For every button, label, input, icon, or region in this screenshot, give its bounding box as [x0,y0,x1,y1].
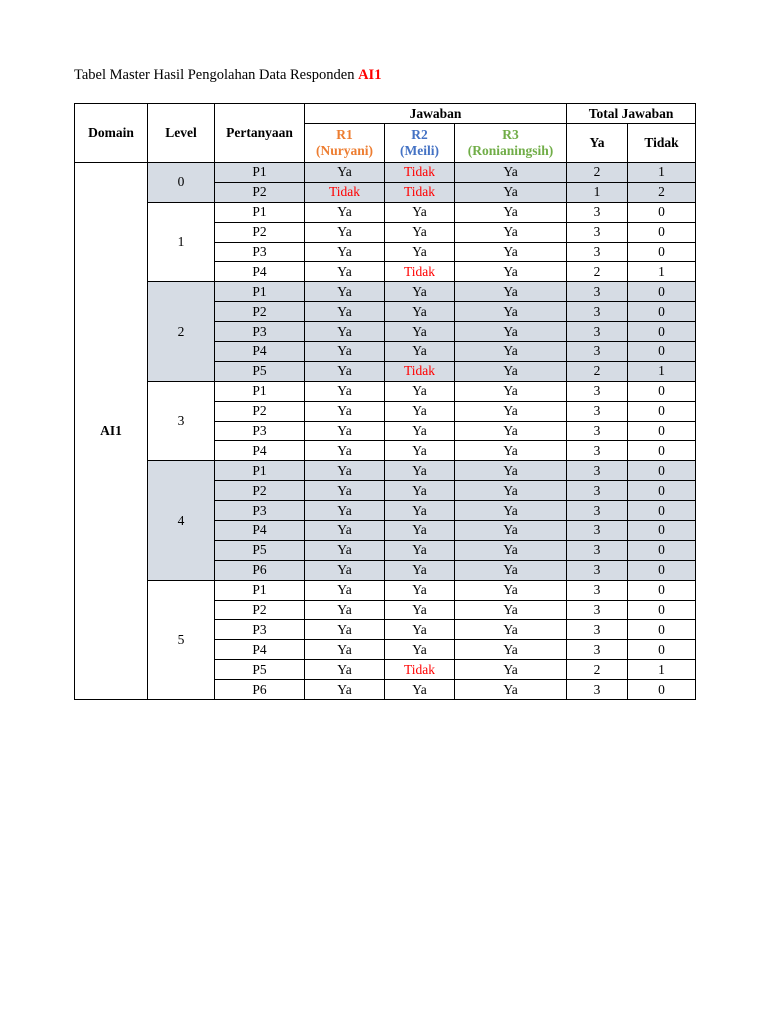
table-row [75,461,696,481]
answer-r2-cell: Ya [385,302,455,322]
answer-r3-cell: Ya [455,501,567,521]
answer-r3-cell: Ya [455,560,567,580]
answer-r2-cell: Ya [385,640,455,660]
question-cell: P5 [215,361,305,381]
total-no-cell: 0 [628,401,696,421]
answer-r2-cell: Ya [385,481,455,501]
answer-r1-cell: Ya [305,640,385,660]
question-cell: P2 [215,302,305,322]
total-no-cell: 0 [628,560,696,580]
answer-r3-cell: Ya [455,441,567,461]
answer-r1-cell: Ya [305,242,385,262]
answer-r1-cell: Ya [305,322,385,342]
total-no-cell: 1 [628,262,696,282]
total-no-cell: 0 [628,540,696,560]
answer-r2-cell: Ya [385,680,455,700]
answer-r2-cell: Tidak [385,660,455,680]
respondent-name: (Meili) [400,143,439,158]
question-cell: P4 [215,342,305,362]
answer-r3-cell: Ya [455,222,567,242]
answer-r3-cell: Ya [455,540,567,560]
total-no-cell: 0 [628,322,696,342]
answer-r2-cell: Ya [385,381,455,401]
answer-r2-cell: Ya [385,600,455,620]
respondent-name: (Ronianingsih) [467,143,554,158]
level-cell: 0 [148,163,215,203]
answer-r3-cell: Ya [455,401,567,421]
question-cell: P2 [215,600,305,620]
caption-domain-code: AI1 [358,67,382,83]
total-yes-cell: 2 [567,660,628,680]
answer-r2-cell: Ya [385,461,455,481]
header-respondent-r3 [455,124,567,163]
answer-r2-cell: Ya [385,501,455,521]
table-row [75,202,696,222]
total-yes-cell: 3 [567,521,628,541]
total-yes-cell: 3 [567,620,628,640]
question-cell: P3 [215,242,305,262]
answer-r2-cell: Ya [385,202,455,222]
total-yes-cell: 2 [567,361,628,381]
answer-r3-cell: Ya [455,620,567,640]
total-no-cell: 0 [628,342,696,362]
total-no-cell: 2 [628,182,696,202]
answer-r1-cell: Ya [305,501,385,521]
answer-r2-cell: Tidak [385,262,455,282]
table-row [75,163,696,183]
question-cell: P4 [215,441,305,461]
answer-r1-cell: Ya [305,660,385,680]
level-cell: 3 [148,381,215,461]
answer-r1-cell: Ya [305,441,385,461]
total-no-cell: 0 [628,242,696,262]
header-domain: Domain [75,104,148,163]
answer-r1-cell: Ya [305,282,385,302]
answer-r2-cell: Ya [385,342,455,362]
question-cell: P2 [215,481,305,501]
answer-r1-cell: Ya [305,202,385,222]
level-cell: 1 [148,202,215,282]
level-cell: 2 [148,282,215,381]
total-no-cell: 0 [628,620,696,640]
total-no-cell: 1 [628,163,696,183]
total-yes-cell: 3 [567,461,628,481]
answer-r3-cell: Ya [455,242,567,262]
question-cell: P1 [215,282,305,302]
question-cell: P4 [215,262,305,282]
answer-r3-cell: Ya [455,262,567,282]
table-row [75,381,696,401]
answer-r3-cell: Ya [455,361,567,381]
total-yes-cell: 3 [567,282,628,302]
question-cell: P6 [215,560,305,580]
answer-r3-cell: Ya [455,580,567,600]
answer-r3-cell: Ya [455,640,567,660]
total-yes-cell: 3 [567,640,628,660]
answer-r2-cell: Ya [385,540,455,560]
answer-r2-cell: Ya [385,421,455,441]
total-yes-cell: 3 [567,401,628,421]
total-yes-cell: 1 [567,182,628,202]
answer-r2-cell: Ya [385,560,455,580]
total-no-cell: 1 [628,660,696,680]
answer-r1-cell: Ya [305,262,385,282]
respondent-code: R3 [502,127,519,142]
answer-r3-cell: Ya [455,680,567,700]
total-yes-cell: 3 [567,242,628,262]
total-yes-cell: 3 [567,501,628,521]
total-no-cell: 0 [628,202,696,222]
header-respondent-r2 [385,124,455,163]
total-yes-cell: 3 [567,441,628,461]
answer-r1-cell: Ya [305,421,385,441]
question-cell: P2 [215,182,305,202]
total-yes-cell: 2 [567,262,628,282]
answer-r1-cell: Ya [305,381,385,401]
answer-r1-cell: Ya [305,401,385,421]
total-no-cell: 0 [628,600,696,620]
question-cell: P2 [215,401,305,421]
domain-cell: AI1 [75,163,148,700]
level-cell: 5 [148,580,215,699]
total-no-cell: 0 [628,302,696,322]
total-yes-cell: 3 [567,421,628,441]
answer-r1-cell: Ya [305,481,385,501]
answer-r3-cell: Ya [455,600,567,620]
question-cell: P2 [215,222,305,242]
header-answers-group: Jawaban [305,104,567,124]
answer-r2-cell: Ya [385,401,455,421]
answer-r3-cell: Ya [455,302,567,322]
answer-r3-cell: Ya [455,322,567,342]
respondent-code: R2 [411,127,428,142]
total-no-cell: 0 [628,222,696,242]
answer-r1-cell: Ya [305,560,385,580]
total-yes-cell: 3 [567,481,628,501]
total-no-cell: 0 [628,461,696,481]
caption-text: Tabel Master Hasil Pengolahan Data Responden [74,67,359,83]
answer-r1-cell: Ya [305,620,385,640]
total-yes-cell: 3 [567,560,628,580]
header-level: Level [148,104,215,163]
total-yes-cell: 3 [567,540,628,560]
answer-r1-cell: Ya [305,302,385,322]
question-cell: P5 [215,660,305,680]
total-no-cell: 0 [628,580,696,600]
answer-r2-cell: Ya [385,521,455,541]
question-cell: P3 [215,421,305,441]
question-cell: P4 [215,640,305,660]
table-body [75,163,696,700]
question-cell: P6 [215,680,305,700]
answer-r2-cell: Ya [385,322,455,342]
question-cell: P3 [215,620,305,640]
header-respondent-r1 [305,124,385,163]
question-cell: P3 [215,322,305,342]
total-yes-cell: 3 [567,600,628,620]
total-no-cell: 0 [628,521,696,541]
answer-r2-cell: Ya [385,441,455,461]
header-total-no: Tidak [628,124,696,163]
answer-r3-cell: Ya [455,521,567,541]
total-yes-cell: 3 [567,342,628,362]
total-yes-cell: 2 [567,163,628,183]
total-yes-cell: 3 [567,680,628,700]
total-yes-cell: 3 [567,222,628,242]
answer-r1-cell: Ya [305,461,385,481]
question-cell: P3 [215,501,305,521]
table-caption [74,67,381,84]
total-no-cell: 0 [628,680,696,700]
answer-r3-cell: Ya [455,461,567,481]
total-no-cell: 0 [628,501,696,521]
header-question: Pertanyaan [215,104,305,163]
respondent-code: R1 [336,127,353,142]
answer-r2-cell: Ya [385,620,455,640]
total-no-cell: 0 [628,282,696,302]
total-yes-cell: 3 [567,322,628,342]
question-cell: P1 [215,580,305,600]
answer-r3-cell: Ya [455,381,567,401]
answer-r2-cell: Tidak [385,361,455,381]
answer-r1-cell: Ya [305,163,385,183]
question-cell: P1 [215,202,305,222]
question-cell: P1 [215,163,305,183]
answer-r2-cell: Tidak [385,163,455,183]
answer-r1-cell: Ya [305,540,385,560]
total-yes-cell: 3 [567,302,628,322]
total-no-cell: 0 [628,441,696,461]
respondent-name: (Nuryani) [316,143,373,158]
total-yes-cell: 3 [567,381,628,401]
total-no-cell: 0 [628,481,696,501]
answer-r2-cell: Ya [385,282,455,302]
answer-r3-cell: Ya [455,481,567,501]
total-no-cell: 0 [628,640,696,660]
question-cell: P1 [215,381,305,401]
answer-r1-cell: Ya [305,222,385,242]
answer-r1-cell: Ya [305,580,385,600]
answer-r2-cell: Ya [385,242,455,262]
total-no-cell: 0 [628,381,696,401]
header-totals-group: Total Jawaban [567,104,696,124]
master-results-table [74,103,696,700]
total-yes-cell: 3 [567,580,628,600]
level-cell: 4 [148,461,215,580]
answer-r3-cell: Ya [455,182,567,202]
answer-r3-cell: Ya [455,282,567,302]
answer-r1-cell: Ya [305,600,385,620]
answer-r3-cell: Ya [455,660,567,680]
answer-r3-cell: Ya [455,342,567,362]
answer-r1-cell: Ya [305,680,385,700]
answer-r1-cell: Ya [305,521,385,541]
total-no-cell: 1 [628,361,696,381]
answer-r1-cell: Ya [305,342,385,362]
answer-r3-cell: Ya [455,202,567,222]
answer-r2-cell: Ya [385,580,455,600]
question-cell: P4 [215,521,305,541]
answer-r2-cell: Tidak [385,182,455,202]
table-row [75,282,696,302]
header-total-yes: Ya [567,124,628,163]
answer-r3-cell: Ya [455,421,567,441]
table-row [75,580,696,600]
total-no-cell: 0 [628,421,696,441]
total-yes-cell: 3 [567,202,628,222]
answer-r1-cell: Ya [305,361,385,381]
answer-r1-cell: Tidak [305,182,385,202]
question-cell: P1 [215,461,305,481]
question-cell: P5 [215,540,305,560]
answer-r2-cell: Ya [385,222,455,242]
answer-r3-cell: Ya [455,163,567,183]
